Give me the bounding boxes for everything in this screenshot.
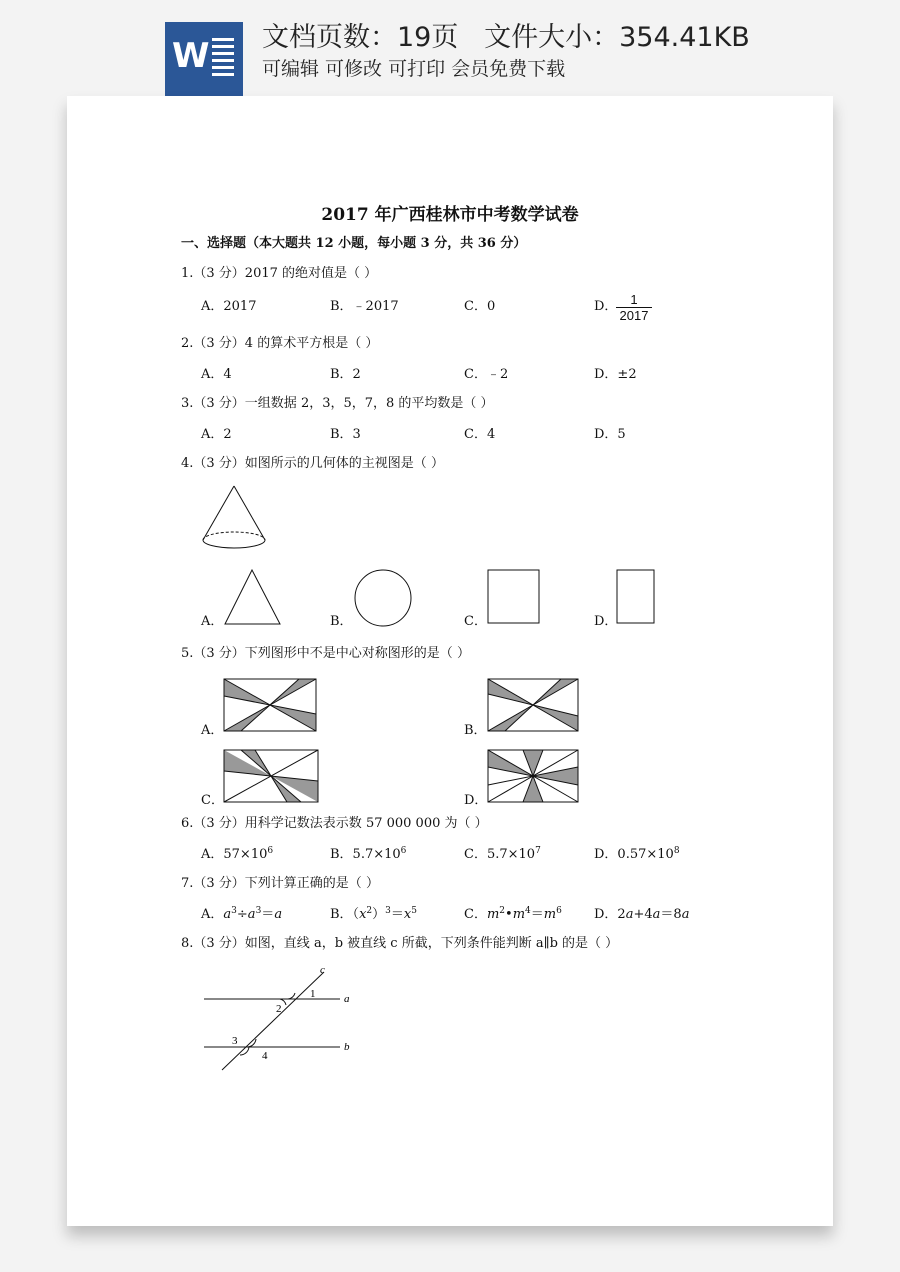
q6-a-mantissa: A．57×10 — [201, 847, 268, 862]
q3-option-c: C．4 — [464, 427, 496, 442]
q6-d-exponent: 8 — [673, 846, 680, 856]
section-heading: 一、选择题（本大题共 12 小题，每小题 3 分，共 36 分） — [181, 236, 527, 251]
angle-4-label: 4 — [262, 1050, 268, 1062]
line-b-label: b — [344, 1041, 350, 1053]
q6-a-exponent: 6 — [267, 846, 274, 856]
line-a-label: a — [344, 993, 350, 1005]
word-icon-lines — [212, 38, 234, 80]
q7-option-d: D．2a+4a＝8a — [594, 907, 690, 922]
triangle-view-figure — [223, 568, 283, 626]
q5-option-a: A． — [201, 723, 224, 738]
file-features-line: 可编辑 可修改 可打印 会员免费下载 — [262, 58, 566, 80]
q1-option-c: C．0 — [464, 299, 496, 314]
pattern-figure-a — [223, 678, 317, 732]
question-4: 4.（3 分）如图所示的几何体的主视图是（ ） — [181, 456, 444, 471]
q1-option-d-label: D． — [594, 299, 618, 314]
q4-option-b: B． — [330, 614, 353, 629]
parallel-lines-figure — [202, 964, 362, 1074]
word-icon-letter: W — [172, 36, 210, 76]
q1-option-a: A．2017 — [201, 299, 257, 314]
pattern-figure-b — [487, 678, 579, 732]
angle-1-label: 1 — [310, 988, 316, 1000]
fraction-denominator: 2017 — [619, 308, 649, 323]
q6-option-c — [464, 847, 541, 863]
q4-option-c: C． — [464, 614, 487, 629]
question-2: 2.（3 分）4 的算术平方根是（ ） — [181, 336, 379, 351]
q7-option-a: A．$a^3\div a^3=a$ — [201, 906, 283, 922]
question-3: 3.（3 分）一组数据 2，3，5，7，8 的平均数是（ ） — [181, 396, 494, 411]
document-page — [67, 96, 833, 1226]
cone-solid-figure — [200, 484, 270, 554]
q5-option-b: B． — [464, 723, 487, 738]
word-file-icon — [165, 22, 243, 96]
q3-option-b: B．3 — [330, 427, 361, 442]
question-1: 1.（3 分）2017 的绝对值是（ ） — [181, 266, 378, 281]
pattern-figure-c — [223, 749, 319, 803]
q6-option-a — [201, 847, 273, 863]
q1-option-d-fraction — [616, 292, 652, 323]
q6-d-mantissa: D．0.57×10 — [594, 847, 674, 862]
q4-option-a: A． — [201, 614, 224, 629]
question-8: 8.（3 分）如图，直线 a，b 被直线 c 所截，下列条件能判断 a∥b 的是（ ） — [181, 936, 619, 951]
fraction-numerator: 1 — [616, 292, 652, 308]
question-7: 7.（3 分）下列计算正确的是（ ） — [181, 876, 379, 891]
q2-option-c: C．﹣2 — [464, 367, 509, 382]
q6-option-b — [330, 847, 406, 863]
question-6: 6.（3 分）用科学记数法表示数 57 000 000 为（ ） — [181, 816, 488, 831]
angle-2-label: 2 — [276, 1003, 282, 1015]
q3-option-a: A．2 — [201, 427, 232, 442]
q3-option-d: D．5 — [594, 427, 626, 442]
angle-3-label: 3 — [232, 1035, 238, 1047]
exam-title: 2017 年广西桂林市中考数学试卷 — [321, 205, 579, 225]
q2-option-a: A．4 — [201, 367, 232, 382]
q2-option-d: D．±2 — [594, 367, 637, 382]
circle-view-figure — [353, 568, 413, 628]
q6-option-d — [594, 847, 680, 863]
q7-option-c: C．$m^2•m^4=m^6$ — [464, 906, 562, 922]
rectangle-view-figure — [616, 569, 656, 625]
square-view-figure — [487, 569, 541, 625]
question-5: 5.（3 分）下列图形中不是中心对称图形的是（ ） — [181, 646, 470, 661]
q1-option-b: B．﹣2017 — [330, 299, 399, 314]
q7-option-b: B．$(x^2)^3=x^5$ — [330, 906, 417, 922]
q2-option-b: B．2 — [330, 367, 361, 382]
line-c-label: c — [320, 964, 325, 976]
q5-option-c: C． — [201, 793, 224, 808]
q6-b-mantissa: B．5.7×10 — [330, 847, 401, 862]
pattern-figure-d — [487, 749, 579, 803]
q6-c-mantissa: C．5.7×10 — [464, 847, 536, 862]
file-info-line: 文档页数：19页 文件大小：354.41KB — [262, 22, 750, 53]
q4-option-d: D． — [594, 614, 618, 629]
q5-option-d: D． — [464, 793, 488, 808]
q6-b-exponent: 6 — [400, 846, 407, 856]
q6-c-exponent: 7 — [535, 846, 541, 856]
